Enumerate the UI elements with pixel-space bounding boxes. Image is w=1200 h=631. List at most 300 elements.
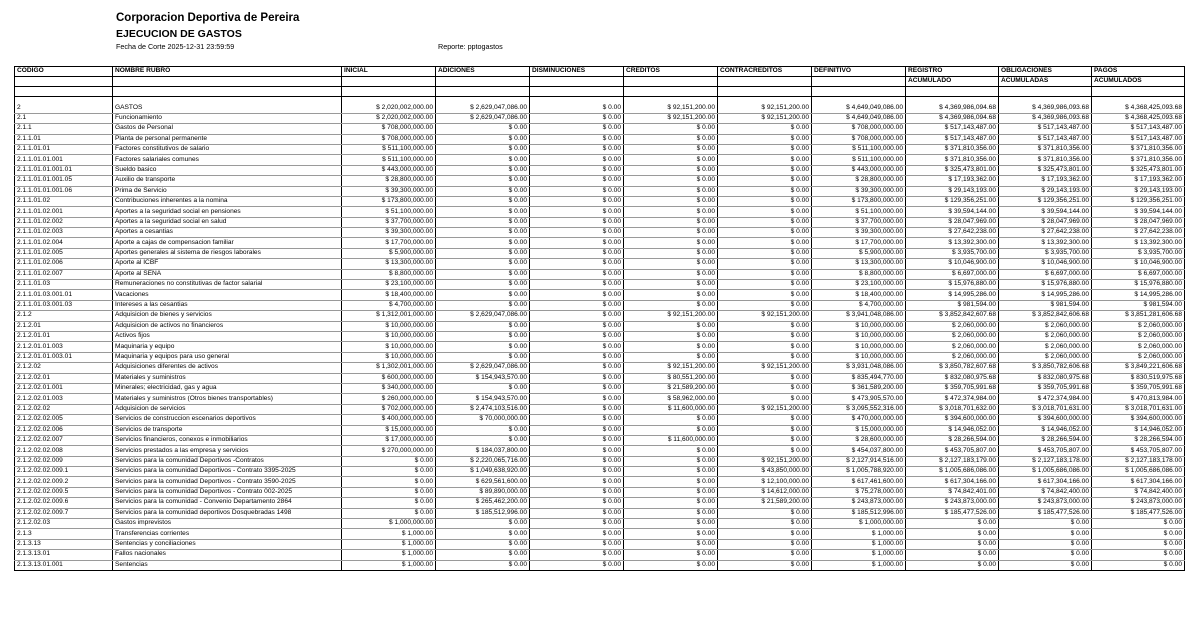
cell-nombre-rubro: Servicios de construccion escenarios deportivos bbox=[113, 415, 342, 425]
cell-creditos: $ 0.00 bbox=[624, 550, 718, 560]
table-row bbox=[15, 207, 1185, 217]
cell-codigo: 2.1.3.13.01.001 bbox=[15, 560, 113, 570]
cell-codigo: 2.1.2.02.02.009.6 bbox=[15, 498, 113, 508]
cell-codigo: 2.1.2.01 bbox=[15, 321, 113, 331]
cell-definitivo: $ 75,278,000.00 bbox=[812, 487, 906, 497]
cell-creditos: $ 11,600,000.00 bbox=[624, 435, 718, 445]
cell-codigo: 2.1.1.01.02.005 bbox=[15, 248, 113, 258]
cell-obligaciones: $ 517,143,487.00 bbox=[999, 124, 1092, 134]
cell-registro: $ 28,047,969.00 bbox=[906, 217, 999, 227]
cell-creditos: $ 0.00 bbox=[624, 228, 718, 238]
table-row bbox=[15, 352, 1185, 362]
cell-inicial: $ 0.00 bbox=[342, 498, 436, 508]
column-subheader-row bbox=[15, 77, 1185, 87]
cell-definitivo: $ 173,800,000.00 bbox=[812, 196, 906, 206]
cell-adiciones: $ 0.00 bbox=[436, 352, 530, 362]
cell-pagos: $ 453,705,807.00 bbox=[1092, 446, 1185, 456]
cell-registro: $ 2,060,000.00 bbox=[906, 342, 999, 352]
cell-disminuciones: $ 0.00 bbox=[530, 529, 624, 539]
cell-disminuciones: $ 0.00 bbox=[530, 550, 624, 560]
cell-contracreditos: $ 0.00 bbox=[718, 321, 812, 331]
cell-adiciones: $ 0.00 bbox=[436, 560, 530, 570]
cell-disminuciones: $ 0.00 bbox=[530, 103, 624, 113]
cell-codigo: 2.1.2.01.01.003 bbox=[15, 342, 113, 352]
cell-nombre-rubro: Fallos nacionales bbox=[113, 550, 342, 560]
cell-registro: $ 4,369,986,094.68 bbox=[906, 113, 999, 123]
cell-adiciones: $ 2,629,047,086.00 bbox=[436, 311, 530, 321]
cell-creditos: $ 0.00 bbox=[624, 269, 718, 279]
cell-inicial: $ 1,312,001,000.00 bbox=[342, 311, 436, 321]
cell-definitivo: $ 51,100,000.00 bbox=[812, 207, 906, 217]
cell-creditos: $ 0.00 bbox=[624, 300, 718, 310]
table-row bbox=[15, 290, 1185, 300]
cell-disminuciones: $ 0.00 bbox=[530, 165, 624, 175]
table-row bbox=[15, 446, 1185, 456]
cell-registro: $ 15,976,880.00 bbox=[906, 280, 999, 290]
cell-adiciones: $ 0.00 bbox=[436, 342, 530, 352]
cell-contracreditos: $ 92,151,200.00 bbox=[718, 103, 812, 113]
cell-nombre-rubro: Aportes a la seguridad social en salud bbox=[113, 217, 342, 227]
table-row bbox=[15, 331, 1185, 341]
cell-pagos: $ 29,143,193.00 bbox=[1092, 186, 1185, 196]
cell-creditos: $ 0.00 bbox=[624, 446, 718, 456]
cell-definitivo: $ 10,000,000.00 bbox=[812, 331, 906, 341]
cell-creditos: $ 80,551,200.00 bbox=[624, 373, 718, 383]
cell-codigo: 2.1.1.01.01.001.01 bbox=[15, 165, 113, 175]
cell-registro: $ 981,594.00 bbox=[906, 300, 999, 310]
cell-definitivo: $ 17,700,000.00 bbox=[812, 238, 906, 248]
cell-nombre-rubro: Servicios para la comunidad - Convenio Departamento 2864 bbox=[113, 498, 342, 508]
cell-adiciones: $ 0.00 bbox=[436, 248, 530, 258]
report-title: EJECUCION DE GASTOS bbox=[116, 28, 242, 40]
table-row bbox=[15, 487, 1185, 497]
table-row bbox=[15, 467, 1185, 477]
table-row bbox=[15, 373, 1185, 383]
table-row bbox=[15, 155, 1185, 165]
table-row bbox=[15, 394, 1185, 404]
cell-obligaciones: $ 472,374,984.00 bbox=[999, 394, 1092, 404]
table-row bbox=[15, 415, 1185, 425]
cell-creditos: $ 0.00 bbox=[624, 519, 718, 529]
cell-disminuciones: $ 0.00 bbox=[530, 477, 624, 487]
cell-contracreditos: $ 0.00 bbox=[718, 435, 812, 445]
cell-obligaciones: $ 2,127,183,178.00 bbox=[999, 456, 1092, 466]
cell-obligaciones: $ 4,369,986,093.68 bbox=[999, 113, 1092, 123]
table-row bbox=[15, 134, 1185, 144]
table-body bbox=[15, 87, 1185, 571]
cell-creditos: $ 0.00 bbox=[624, 498, 718, 508]
cell-definitivo: $ 3,941,048,086.00 bbox=[812, 311, 906, 321]
table-row bbox=[15, 238, 1185, 248]
cell-codigo: 2.1.3.13.01 bbox=[15, 550, 113, 560]
cell-disminuciones: $ 0.00 bbox=[530, 176, 624, 186]
cell-nombre-rubro: Activos fijos bbox=[113, 331, 342, 341]
cell-inicial: $ 37,700,000.00 bbox=[342, 217, 436, 227]
cell-creditos: $ 0.00 bbox=[624, 508, 718, 518]
cell-contracreditos: $ 0.00 bbox=[718, 539, 812, 549]
cell-adiciones: $ 0.00 bbox=[436, 196, 530, 206]
cell-inicial: $ 5,900,000.00 bbox=[342, 248, 436, 258]
cell-pagos: $ 359,705,991.68 bbox=[1092, 383, 1185, 393]
cell-inicial: $ 400,000,000.00 bbox=[342, 415, 436, 425]
cell-contracreditos: $ 92,151,200.00 bbox=[718, 311, 812, 321]
cell-adiciones: $ 0.00 bbox=[436, 331, 530, 341]
cell-definitivo: $ 1,000.00 bbox=[812, 539, 906, 549]
column-subheader-definitivo bbox=[812, 77, 906, 87]
cell-nombre-rubro: Maquinaria y equipos para uso general bbox=[113, 352, 342, 362]
cell-inicial: $ 708,000,000.00 bbox=[342, 124, 436, 134]
column-subheader-codigo bbox=[15, 77, 113, 87]
cell-nombre-rubro: Aportes generales al sistema de riesgos laborales bbox=[113, 248, 342, 258]
cell-creditos: $ 0.00 bbox=[624, 331, 718, 341]
cell-adiciones: $ 0.00 bbox=[436, 280, 530, 290]
cell-disminuciones: $ 0.00 bbox=[530, 519, 624, 529]
cell-adiciones: $ 154,943,570.00 bbox=[436, 373, 530, 383]
cell-nombre-rubro: Transferencias corrientes bbox=[113, 529, 342, 539]
column-subheader-contracreditos bbox=[718, 77, 812, 87]
table-row bbox=[15, 300, 1185, 310]
table-row bbox=[15, 435, 1185, 445]
cell-pagos: $ 3,851,281,606.68 bbox=[1092, 311, 1185, 321]
cell-pagos: $ 371,810,356.00 bbox=[1092, 155, 1185, 165]
cell-obligaciones: $ 6,697,000.00 bbox=[999, 269, 1092, 279]
column-header-codigo: CODIGO bbox=[15, 67, 113, 77]
cell-creditos: $ 0.00 bbox=[624, 425, 718, 435]
cell-obligaciones: $ 1,005,686,086.00 bbox=[999, 467, 1092, 477]
table-row bbox=[15, 124, 1185, 134]
cell-contracreditos: $ 0.00 bbox=[718, 155, 812, 165]
cell-adiciones: $ 185,512,996.00 bbox=[436, 508, 530, 518]
cell-codigo: 2.1.2.02.01.001 bbox=[15, 383, 113, 393]
cell-adiciones: $ 2,629,047,086.00 bbox=[436, 103, 530, 113]
cell-adiciones: $ 0.00 bbox=[436, 539, 530, 549]
cell-disminuciones: $ 0.00 bbox=[530, 259, 624, 269]
cell-pagos: $ 0.00 bbox=[1092, 550, 1185, 560]
blank-row bbox=[15, 87, 1185, 97]
cell-registro: $ 74,842,401.00 bbox=[906, 487, 999, 497]
cell-creditos: $ 0.00 bbox=[624, 290, 718, 300]
cell-definitivo: $ 13,300,000.00 bbox=[812, 259, 906, 269]
cell-contracreditos: $ 0.00 bbox=[718, 248, 812, 258]
cell-disminuciones: $ 0.00 bbox=[530, 342, 624, 352]
cell-inicial: $ 1,000.00 bbox=[342, 550, 436, 560]
cell-creditos: $ 0.00 bbox=[624, 415, 718, 425]
cell-codigo: 2.1.1.01.02.002 bbox=[15, 217, 113, 227]
cell-nombre-rubro: Aporte al ICBF bbox=[113, 259, 342, 269]
cell-inicial: $ 4,700,000.00 bbox=[342, 300, 436, 310]
cell-registro: $ 371,810,356.00 bbox=[906, 144, 999, 154]
cell-adiciones: $ 0.00 bbox=[436, 519, 530, 529]
cell-registro: $ 2,060,000.00 bbox=[906, 331, 999, 341]
cell-pagos: $ 3,935,700.00 bbox=[1092, 248, 1185, 258]
cell-pagos: $ 6,697,000.00 bbox=[1092, 269, 1185, 279]
cell-codigo: 2.1.3 bbox=[15, 529, 113, 539]
cell-disminuciones: $ 0.00 bbox=[530, 352, 624, 362]
cell-adiciones: $ 154,943,570.00 bbox=[436, 394, 530, 404]
cell-creditos: $ 0.00 bbox=[624, 155, 718, 165]
cell-inicial: $ 260,000,000.00 bbox=[342, 394, 436, 404]
table-row bbox=[15, 259, 1185, 269]
cell-definitivo: $ 10,000,000.00 bbox=[812, 342, 906, 352]
cell-registro: $ 359,705,991.68 bbox=[906, 383, 999, 393]
cell-disminuciones: $ 0.00 bbox=[530, 280, 624, 290]
cell-codigo: 2.1.1.01.01.001.06 bbox=[15, 186, 113, 196]
cell-contracreditos: $ 0.00 bbox=[718, 300, 812, 310]
cell-contracreditos: $ 0.00 bbox=[718, 529, 812, 539]
cell-inicial: $ 708,000,000.00 bbox=[342, 134, 436, 144]
cell-pagos: $ 129,356,251.00 bbox=[1092, 196, 1185, 206]
cell-obligaciones: $ 325,473,801.00 bbox=[999, 165, 1092, 175]
cell-adiciones: $ 0.00 bbox=[436, 165, 530, 175]
cell-inicial: $ 13,300,000.00 bbox=[342, 259, 436, 269]
cell-pagos: $ 4,368,425,093.68 bbox=[1092, 113, 1185, 123]
cell-inicial: $ 18,400,000.00 bbox=[342, 290, 436, 300]
cell-definitivo: $ 708,000,000.00 bbox=[812, 134, 906, 144]
cell-nombre-rubro: Materiales y suministros bbox=[113, 373, 342, 383]
table-row bbox=[15, 342, 1185, 352]
cell-adiciones: $ 0.00 bbox=[436, 259, 530, 269]
cell-nombre-rubro: Factores constitutivos de salario bbox=[113, 144, 342, 154]
cell-pagos: $ 0.00 bbox=[1092, 560, 1185, 570]
cell-disminuciones: $ 0.00 bbox=[530, 290, 624, 300]
cell-obligaciones: $ 0.00 bbox=[999, 539, 1092, 549]
cell-obligaciones: $ 3,018,701,631.00 bbox=[999, 404, 1092, 414]
cell-pagos: $ 470,813,984.00 bbox=[1092, 394, 1185, 404]
cell-registro: $ 832,080,975.68 bbox=[906, 373, 999, 383]
cell-disminuciones: $ 0.00 bbox=[530, 415, 624, 425]
cell-contracreditos: $ 0.00 bbox=[718, 144, 812, 154]
cell-obligaciones: $ 394,600,000.00 bbox=[999, 415, 1092, 425]
table-row bbox=[15, 539, 1185, 549]
cell-codigo: 2.1.2.02.03 bbox=[15, 519, 113, 529]
cell-contracreditos: $ 0.00 bbox=[718, 425, 812, 435]
cell-nombre-rubro: Aportes a la seguridad social en pensiones bbox=[113, 207, 342, 217]
cell-definitivo: $ 470,000,000.00 bbox=[812, 415, 906, 425]
cell-registro: $ 3,935,700.00 bbox=[906, 248, 999, 258]
cell-pagos: $ 17,193,362.00 bbox=[1092, 176, 1185, 186]
cell-registro: $ 0.00 bbox=[906, 539, 999, 549]
cell-pagos: $ 10,046,900.00 bbox=[1092, 259, 1185, 269]
cell-nombre-rubro: Aporte a cajas de compensacion familiar bbox=[113, 238, 342, 248]
column-header-pagos: PAGOS bbox=[1092, 67, 1185, 77]
cell-nombre-rubro: Servicios para la comunidad Deportivos -Contratos bbox=[113, 456, 342, 466]
cell-adiciones: $ 0.00 bbox=[436, 124, 530, 134]
cell-adiciones: $ 0.00 bbox=[436, 529, 530, 539]
cell-disminuciones: $ 0.00 bbox=[530, 425, 624, 435]
column-header-inicial: INICIAL bbox=[342, 67, 436, 77]
cell-obligaciones: $ 3,935,700.00 bbox=[999, 248, 1092, 258]
cell-inicial: $ 0.00 bbox=[342, 508, 436, 518]
table-row bbox=[15, 217, 1185, 227]
cell-registro: $ 3,018,701,632.00 bbox=[906, 404, 999, 414]
cell-registro: $ 17,193,362.00 bbox=[906, 176, 999, 186]
column-header-creditos: CREDITOS bbox=[624, 67, 718, 77]
cell-nombre-rubro: Adquisicion de bienes y servicios bbox=[113, 311, 342, 321]
cell-definitivo: $ 1,000.00 bbox=[812, 550, 906, 560]
cell-inicial: $ 1,000,000.00 bbox=[342, 519, 436, 529]
cell-nombre-rubro: Vacaciones bbox=[113, 290, 342, 300]
cell-obligaciones: $ 981,594.00 bbox=[999, 300, 1092, 310]
cell-registro: $ 371,810,356.00 bbox=[906, 155, 999, 165]
cell-disminuciones: $ 0.00 bbox=[530, 467, 624, 477]
cell-registro: $ 453,705,807.00 bbox=[906, 446, 999, 456]
cell-codigo: 2.1.2.02.02.007 bbox=[15, 435, 113, 445]
cell-obligaciones: $ 10,046,900.00 bbox=[999, 259, 1092, 269]
cell-pagos: $ 325,473,801.00 bbox=[1092, 165, 1185, 175]
cell-nombre-rubro: Servicios para la comunidad Deportivos - Contrato 002-2025 bbox=[113, 487, 342, 497]
table-row bbox=[15, 228, 1185, 238]
cell-nombre-rubro: Minerales; electricidad, gas y agua bbox=[113, 383, 342, 393]
cell-obligaciones: $ 129,356,251.00 bbox=[999, 196, 1092, 206]
cell-obligaciones: $ 617,304,166.00 bbox=[999, 477, 1092, 487]
column-subheader-nombre-rubro bbox=[113, 77, 342, 87]
cell-creditos: $ 92,151,200.00 bbox=[624, 113, 718, 123]
cell-contracreditos: $ 92,151,200.00 bbox=[718, 404, 812, 414]
cell-disminuciones: $ 0.00 bbox=[530, 487, 624, 497]
cell-contracreditos: $ 0.00 bbox=[718, 207, 812, 217]
cell-definitivo: $ 8,800,000.00 bbox=[812, 269, 906, 279]
cell-adiciones: $ 0.00 bbox=[436, 207, 530, 217]
cell-definitivo: $ 473,905,570.00 bbox=[812, 394, 906, 404]
cell-pagos: $ 14,946,052.00 bbox=[1092, 425, 1185, 435]
cell-codigo: 2.1.2.02.01.003 bbox=[15, 394, 113, 404]
cell-definitivo: $ 1,000.00 bbox=[812, 560, 906, 570]
cell-disminuciones: $ 0.00 bbox=[530, 373, 624, 383]
cell-disminuciones: $ 0.00 bbox=[530, 560, 624, 570]
cell-obligaciones: $ 14,995,286.00 bbox=[999, 290, 1092, 300]
cell-inicial: $ 1,000.00 bbox=[342, 539, 436, 549]
cell-inicial: $ 28,800,000.00 bbox=[342, 176, 436, 186]
cell-codigo: 2.1.2.02.02.008 bbox=[15, 446, 113, 456]
cell-nombre-rubro: Servicios para la comunidad deportivos Dosquebradas 1498 bbox=[113, 508, 342, 518]
cell-pagos: $ 27,642,238.00 bbox=[1092, 228, 1185, 238]
report-header bbox=[0, 0, 1200, 64]
budget-execution-table bbox=[14, 66, 1185, 571]
cell-creditos: $ 11,600,000.00 bbox=[624, 404, 718, 414]
table-row bbox=[15, 529, 1185, 539]
cell-inicial: $ 10,000,000.00 bbox=[342, 321, 436, 331]
cell-codigo: 2.1.1.01.03 bbox=[15, 280, 113, 290]
cell-disminuciones: $ 0.00 bbox=[530, 331, 624, 341]
cell-contracreditos: $ 0.00 bbox=[718, 331, 812, 341]
cell-creditos: $ 0.00 bbox=[624, 477, 718, 487]
cell-codigo: 2.1.1.01.02 bbox=[15, 196, 113, 206]
cell-obligaciones: $ 39,594,144.00 bbox=[999, 207, 1092, 217]
cell-registro: $ 325,473,801.00 bbox=[906, 165, 999, 175]
cell-nombre-rubro: Servicios financieros, conexos e inmobiliarios bbox=[113, 435, 342, 445]
cell-nombre-rubro: Servicios para la comunidad Deportivos - Contrato 3395-2025 bbox=[113, 467, 342, 477]
cell-obligaciones: $ 28,047,969.00 bbox=[999, 217, 1092, 227]
cell-inicial: $ 2,020,002,000.00 bbox=[342, 103, 436, 113]
cell-codigo: 2.1.1.01.03.001.01 bbox=[15, 290, 113, 300]
table-row bbox=[15, 280, 1185, 290]
cell-contracreditos: $ 0.00 bbox=[718, 280, 812, 290]
cell-definitivo: $ 2,127,914,516.00 bbox=[812, 456, 906, 466]
cell-pagos: $ 3,018,701,631.00 bbox=[1092, 404, 1185, 414]
cell-registro: $ 517,143,487.00 bbox=[906, 134, 999, 144]
cell-contracreditos: $ 0.00 bbox=[718, 383, 812, 393]
cell-registro: $ 3,852,842,607.68 bbox=[906, 311, 999, 321]
cell-definitivo: $ 1,000.00 bbox=[812, 529, 906, 539]
column-header-contracreditos: CONTRACREDITOS bbox=[718, 67, 812, 77]
cell-codigo: 2.1.2.02.01 bbox=[15, 373, 113, 383]
cell-pagos: $ 394,600,000.00 bbox=[1092, 415, 1185, 425]
cell-pagos: $ 0.00 bbox=[1092, 539, 1185, 549]
cell-creditos: $ 0.00 bbox=[624, 529, 718, 539]
cell-registro: $ 394,600,000.00 bbox=[906, 415, 999, 425]
cell-nombre-rubro: Remuneraciones no constitutivas de factor salarial bbox=[113, 280, 342, 290]
cell-nombre-rubro: Servicios prestados a las empresa y servicios bbox=[113, 446, 342, 456]
table-row bbox=[15, 186, 1185, 196]
cell-pagos: $ 2,060,000.00 bbox=[1092, 342, 1185, 352]
cell-disminuciones: $ 0.00 bbox=[530, 404, 624, 414]
cell-nombre-rubro: Servicios para la comunidad Deportivos - Contrato 3590-2025 bbox=[113, 477, 342, 487]
cell-definitivo: $ 617,461,600.00 bbox=[812, 477, 906, 487]
cell-pagos: $ 3,849,221,606.68 bbox=[1092, 363, 1185, 373]
cell-codigo: 2.1.1.01.02.007 bbox=[15, 269, 113, 279]
cell-creditos: $ 58,962,000.00 bbox=[624, 394, 718, 404]
cell-adiciones: $ 0.00 bbox=[436, 269, 530, 279]
column-subheader-pagos: ACUMULADOS bbox=[1092, 77, 1185, 87]
cell-inicial: $ 443,000,000.00 bbox=[342, 165, 436, 175]
cell-disminuciones: $ 0.00 bbox=[530, 446, 624, 456]
table-row bbox=[15, 363, 1185, 373]
cell-registro: $ 6,697,000.00 bbox=[906, 269, 999, 279]
cell-definitivo: $ 39,300,000.00 bbox=[812, 186, 906, 196]
cell-adiciones: $ 2,220,065,716.00 bbox=[436, 456, 530, 466]
cell-definitivo: $ 511,100,000.00 bbox=[812, 144, 906, 154]
column-header-disminuciones: DISMINUCIONES bbox=[530, 67, 624, 77]
cell-adiciones: $ 265,462,200.00 bbox=[436, 498, 530, 508]
cell-pagos: $ 617,304,166.00 bbox=[1092, 477, 1185, 487]
cell-codigo: 2.1 bbox=[15, 113, 113, 123]
cell-pagos: $ 4,368,425,093.68 bbox=[1092, 103, 1185, 113]
cell-disminuciones: $ 0.00 bbox=[530, 435, 624, 445]
cell-disminuciones: $ 0.00 bbox=[530, 134, 624, 144]
cell-codigo: 2.1.1.01.02.003 bbox=[15, 228, 113, 238]
cell-registro: $ 2,060,000.00 bbox=[906, 352, 999, 362]
cell-pagos: $ 243,873,000.00 bbox=[1092, 498, 1185, 508]
cell-inicial: $ 173,800,000.00 bbox=[342, 196, 436, 206]
cell-creditos: $ 0.00 bbox=[624, 539, 718, 549]
cell-definitivo: $ 1,000,000.00 bbox=[812, 519, 906, 529]
cell-disminuciones: $ 0.00 bbox=[530, 383, 624, 393]
cell-creditos: $ 0.00 bbox=[624, 186, 718, 196]
cell-creditos: $ 0.00 bbox=[624, 238, 718, 248]
cell-pagos: $ 2,060,000.00 bbox=[1092, 331, 1185, 341]
cell-creditos: $ 92,151,200.00 bbox=[624, 311, 718, 321]
cell-nombre-rubro: Intereses a las cesantias bbox=[113, 300, 342, 310]
cell-inicial: $ 10,000,000.00 bbox=[342, 331, 436, 341]
table-row bbox=[15, 425, 1185, 435]
cell-registro: $ 2,127,183,179.00 bbox=[906, 456, 999, 466]
cell-inicial: $ 511,100,000.00 bbox=[342, 144, 436, 154]
cell-obligaciones: $ 3,850,782,606.68 bbox=[999, 363, 1092, 373]
cell-pagos: $ 39,594,144.00 bbox=[1092, 207, 1185, 217]
cell-definitivo: $ 28,800,000.00 bbox=[812, 176, 906, 186]
cell-obligaciones: $ 832,080,975.68 bbox=[999, 373, 1092, 383]
cell-creditos: $ 0.00 bbox=[624, 321, 718, 331]
cell-definitivo: $ 18,400,000.00 bbox=[812, 290, 906, 300]
cell-disminuciones: $ 0.00 bbox=[530, 155, 624, 165]
cell-contracreditos: $ 12,100,000.00 bbox=[718, 477, 812, 487]
cell-inicial: $ 270,000,000.00 bbox=[342, 446, 436, 456]
cell-pagos: $ 981,594.00 bbox=[1092, 300, 1185, 310]
cell-obligaciones: $ 0.00 bbox=[999, 519, 1092, 529]
cell-pagos: $ 1,005,686,086.00 bbox=[1092, 467, 1185, 477]
cell-inicial: $ 17,700,000.00 bbox=[342, 238, 436, 248]
cell-obligaciones: $ 3,852,842,606.68 bbox=[999, 311, 1092, 321]
